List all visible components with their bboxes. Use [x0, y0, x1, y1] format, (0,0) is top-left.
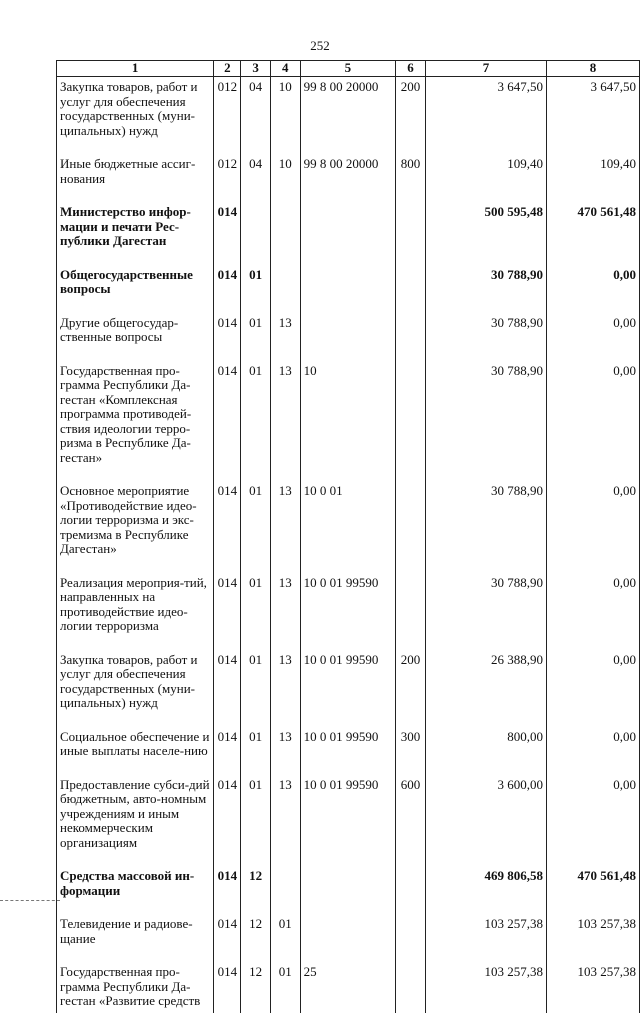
row-amount-2-cell: 103 257,38 — [546, 950, 639, 1013]
table-row — [57, 763, 640, 855]
row-expense-type-cell — [396, 561, 426, 638]
row-name-cell: Основное мероприятие «Противодействие идео-логии терроризма и экс-тремизма в Республике Дагестан» — [57, 469, 214, 561]
row-amount-2-cell: 0,00 — [546, 349, 639, 470]
row-target-cell: 10 0 01 99590 — [300, 763, 395, 855]
row-gr-cell: 014 — [214, 763, 241, 855]
row-amount-1-cell: 469 806,58 — [425, 854, 546, 902]
row-section-cell: 01 — [241, 349, 271, 470]
header-col-7: 7 — [425, 61, 546, 77]
row-gr-cell: 012 — [214, 77, 241, 143]
row-section-cell: 12 — [241, 854, 271, 902]
row-gr-cell: 014 — [214, 349, 241, 470]
row-expense-type-cell — [396, 950, 426, 1013]
row-expense-type-cell — [396, 349, 426, 470]
row-amount-1-cell: 109,40 — [425, 142, 546, 190]
row-expense-type-cell — [396, 854, 426, 902]
row-amount-1-cell: 103 257,38 — [425, 902, 546, 950]
row-amount-2-cell: 109,40 — [546, 142, 639, 190]
row-expense-type-cell — [396, 190, 426, 253]
row-target-cell: 99 8 00 20000 — [300, 142, 395, 190]
row-amount-1-cell: 30 788,90 — [425, 469, 546, 561]
row-name-cell: Телевидение и радиове-щание — [57, 902, 214, 950]
row-subsection-cell: 13 — [270, 715, 300, 763]
table-row — [57, 950, 640, 1013]
header-col-1: 1 — [57, 61, 214, 77]
header-col-8: 8 — [546, 61, 639, 77]
row-section-cell: 01 — [241, 253, 271, 301]
row-subsection-cell: 13 — [270, 469, 300, 561]
row-amount-1-cell: 30 788,90 — [425, 349, 546, 470]
row-amount-2-cell: 0,00 — [546, 301, 639, 349]
table-row — [57, 902, 640, 950]
row-target-cell — [300, 301, 395, 349]
header-col-5: 5 — [300, 61, 395, 77]
row-gr-cell: 014 — [214, 190, 241, 253]
row-gr-cell: 014 — [214, 854, 241, 902]
row-target-cell — [300, 854, 395, 902]
row-amount-2-cell: 0,00 — [546, 715, 639, 763]
row-amount-1-cell: 26 388,90 — [425, 638, 546, 715]
row-name-cell: Закупка товаров, работ и услуг для обеспечения государственных (муни-ципальных) нужд — [57, 638, 214, 715]
row-amount-1-cell: 500 595,48 — [425, 190, 546, 253]
header-col-4: 4 — [270, 61, 300, 77]
table-row — [57, 561, 640, 638]
row-amount-1-cell: 30 788,90 — [425, 253, 546, 301]
row-name-cell: Общегосударственные вопросы — [57, 253, 214, 301]
row-gr-cell: 014 — [214, 902, 241, 950]
row-target-cell — [300, 190, 395, 253]
row-name-cell: Государственная про-грамма Республики Да-гестан «Развитие средств — [57, 950, 214, 1013]
row-target-cell: 10 0 01 — [300, 469, 395, 561]
row-target-cell: 25 — [300, 950, 395, 1013]
row-name-cell: Социальное обеспечение и иные выплаты населе-нию — [57, 715, 214, 763]
row-target-cell: 10 0 01 99590 — [300, 638, 395, 715]
row-amount-1-cell: 103 257,38 — [425, 950, 546, 1013]
row-section-cell: 01 — [241, 763, 271, 855]
row-section-cell — [241, 190, 271, 253]
row-target-cell — [300, 902, 395, 950]
table-row — [57, 349, 640, 470]
row-subsection-cell — [270, 253, 300, 301]
row-gr-cell: 014 — [214, 950, 241, 1013]
row-subsection-cell: 13 — [270, 301, 300, 349]
row-amount-1-cell: 3 647,50 — [425, 77, 546, 143]
row-amount-2-cell: 0,00 — [546, 763, 639, 855]
row-subsection-cell: 13 — [270, 763, 300, 855]
row-gr-cell: 014 — [214, 469, 241, 561]
row-section-cell: 01 — [241, 469, 271, 561]
row-amount-2-cell: 0,00 — [546, 253, 639, 301]
header-col-6: 6 — [396, 61, 426, 77]
row-section-cell: 01 — [241, 561, 271, 638]
row-target-cell: 10 0 01 99590 — [300, 715, 395, 763]
table-row — [57, 253, 640, 301]
row-expense-type-cell — [396, 253, 426, 301]
row-amount-1-cell: 3 600,00 — [425, 763, 546, 855]
row-name-cell: Средства массовой ин-формации — [57, 854, 214, 902]
row-target-cell: 10 — [300, 349, 395, 470]
row-section-cell: 01 — [241, 638, 271, 715]
table-row — [57, 142, 640, 190]
row-gr-cell: 014 — [214, 253, 241, 301]
page-number: 252 — [310, 38, 330, 53]
row-gr-cell: 014 — [214, 638, 241, 715]
row-section-cell: 12 — [241, 950, 271, 1013]
table-row — [57, 715, 640, 763]
row-amount-1-cell: 30 788,90 — [425, 301, 546, 349]
row-subsection-cell: 10 — [270, 142, 300, 190]
header-col-3: 3 — [241, 61, 271, 77]
row-section-cell: 04 — [241, 142, 271, 190]
row-expense-type-cell: 800 — [396, 142, 426, 190]
row-subsection-cell: 10 — [270, 77, 300, 143]
row-gr-cell: 014 — [214, 301, 241, 349]
row-section-cell: 12 — [241, 902, 271, 950]
row-expense-type-cell: 600 — [396, 763, 426, 855]
row-gr-cell: 014 — [214, 561, 241, 638]
header-row — [57, 61, 640, 77]
row-name-cell: Государственная про-грамма Республики Да-гестан «Комплексная программа противодей-ствия идеологии терро-ризма в Республике Да-гестан» — [57, 349, 214, 470]
row-name-cell: Другие общегосудар-ственные вопросы — [57, 301, 214, 349]
row-amount-2-cell: 0,00 — [546, 469, 639, 561]
row-subsection-cell: 13 — [270, 349, 300, 470]
header-col-2: 2 — [214, 61, 241, 77]
row-target-cell: 99 8 00 20000 — [300, 77, 395, 143]
row-amount-2-cell: 470 561,48 — [546, 190, 639, 253]
row-section-cell: 01 — [241, 715, 271, 763]
table-row — [57, 190, 640, 253]
row-expense-type-cell: 200 — [396, 638, 426, 715]
budget-table — [56, 60, 640, 1013]
row-expense-type-cell: 200 — [396, 77, 426, 143]
row-gr-cell: 014 — [214, 715, 241, 763]
row-name-cell: Иные бюджетные ассиг-нования — [57, 142, 214, 190]
row-target-cell — [300, 253, 395, 301]
table-row — [57, 77, 640, 143]
row-amount-1-cell: 800,00 — [425, 715, 546, 763]
row-gr-cell: 012 — [214, 142, 241, 190]
row-amount-2-cell: 3 647,50 — [546, 77, 639, 143]
row-section-cell: 04 — [241, 77, 271, 143]
row-name-cell: Предоставление субси-дий бюджетным, авто-номным учреждениям и иным некоммерческим организациям — [57, 763, 214, 855]
row-name-cell: Реализация мероприя-тий, направленных на противодействие идео-логии терроризма — [57, 561, 214, 638]
row-amount-2-cell: 0,00 — [546, 638, 639, 715]
table-body — [57, 77, 640, 1013]
row-subsection-cell: 13 — [270, 561, 300, 638]
row-expense-type-cell — [396, 301, 426, 349]
table-row — [57, 301, 640, 349]
table-row — [57, 638, 640, 715]
row-amount-2-cell: 103 257,38 — [546, 902, 639, 950]
footer-divider — [0, 900, 60, 902]
row-expense-type-cell — [396, 902, 426, 950]
row-expense-type-cell — [396, 469, 426, 561]
row-target-cell: 10 0 01 99590 — [300, 561, 395, 638]
row-name-cell: Закупка товаров, работ и услуг для обеспечения государственных (муни-ципальных) нужд — [57, 77, 214, 143]
row-section-cell: 01 — [241, 301, 271, 349]
row-subsection-cell: 01 — [270, 950, 300, 1013]
row-amount-2-cell: 470 561,48 — [546, 854, 639, 902]
row-subsection-cell — [270, 854, 300, 902]
row-amount-1-cell: 30 788,90 — [425, 561, 546, 638]
row-amount-2-cell: 0,00 — [546, 561, 639, 638]
table-row — [57, 469, 640, 561]
row-expense-type-cell: 300 — [396, 715, 426, 763]
table-row — [57, 854, 640, 902]
row-subsection-cell — [270, 190, 300, 253]
row-subsection-cell: 13 — [270, 638, 300, 715]
row-name-cell: Министерство инфор-мации и печати Рес-публики Дагестан — [57, 190, 214, 253]
row-subsection-cell: 01 — [270, 902, 300, 950]
